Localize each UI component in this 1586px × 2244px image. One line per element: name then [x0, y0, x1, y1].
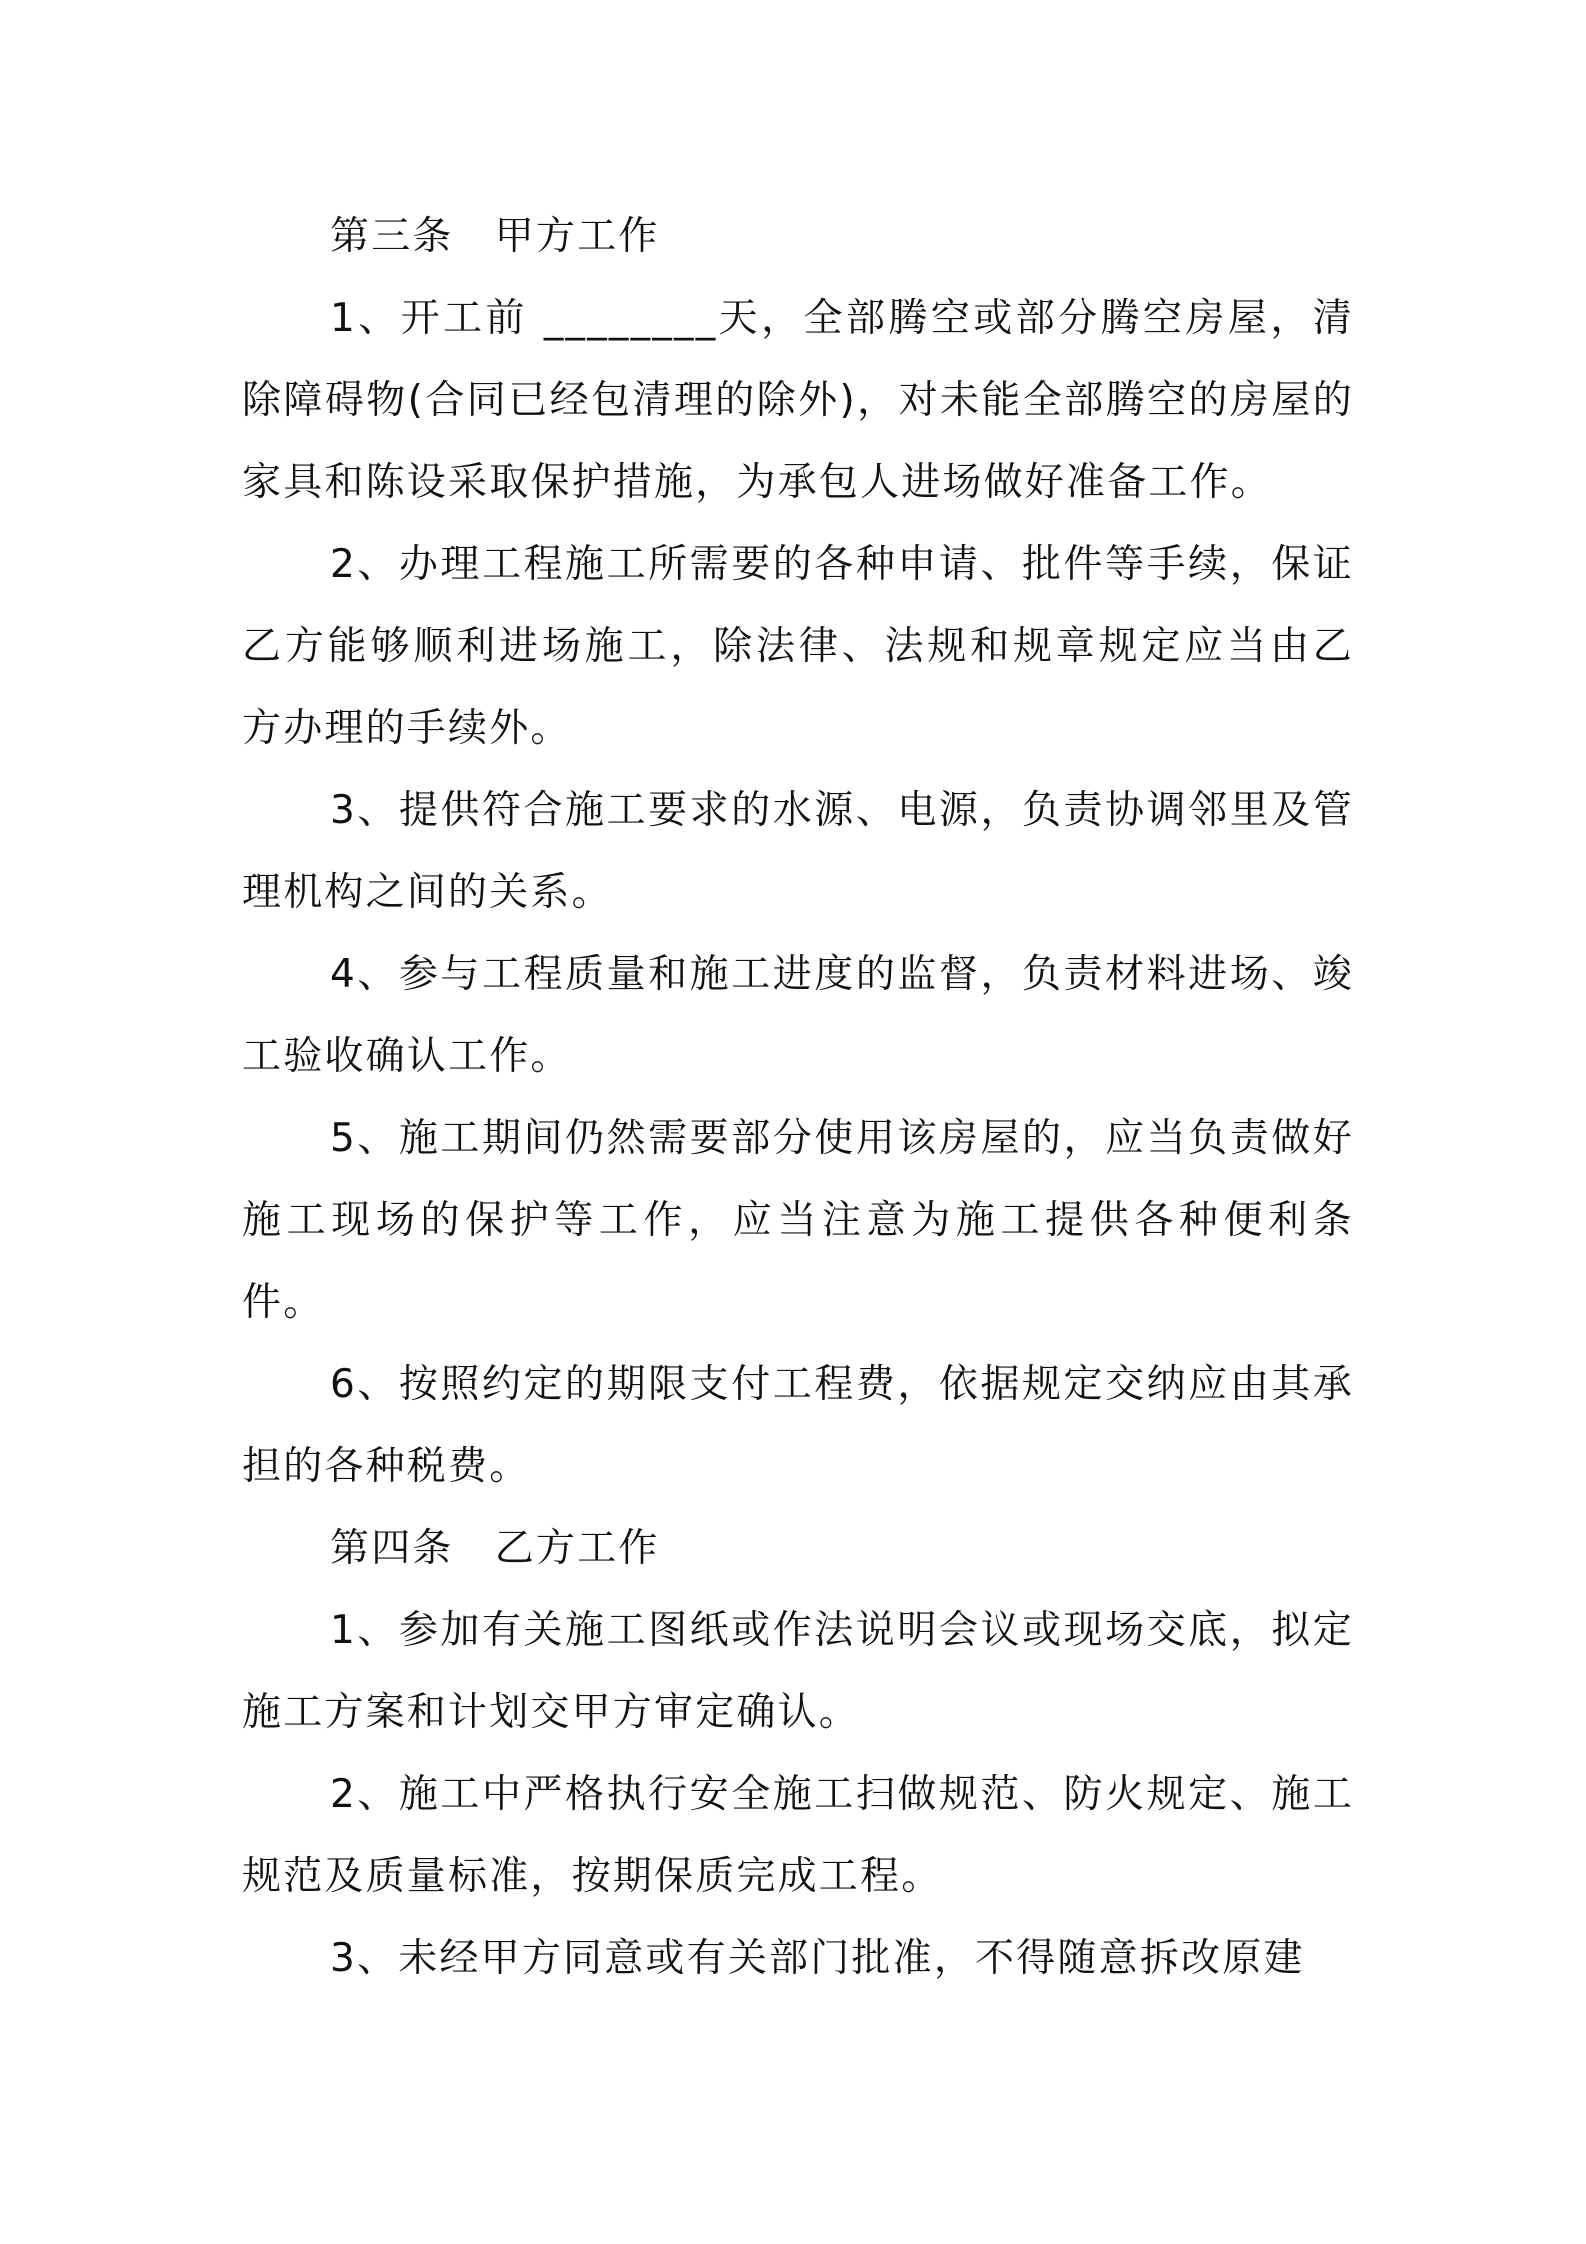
article-3-item-1: 1、开工前 ________天，全部腾空或部分腾空房屋，清除障碍物(合同已经包清理的除外)，对未能全部腾空的房屋的家具和陈设采取保护措施，为承包人进场做好准备工作。	[242, 296, 1354, 505]
article-3-item-2: 2、办理工程施工所需要的各种申请、批件等手续，保证乙方能够顺利进场施工，除法律、法规和规章规定应当由乙方办理的手续外。	[242, 542, 1354, 751]
article-3-item-4: 4、参与工程质量和施工进度的监督，负责材料进场、竣工验收确认工作。	[242, 952, 1354, 1079]
article-4-item-3: 3、未经甲方同意或有关部门批准，不得随意拆改原建	[330, 1936, 1305, 1981]
article-4-item-2: 2、施工中严格执行安全施工扫做规范、防火规定、施工规范及质量标准，按期保质完成工程。	[242, 1772, 1354, 1899]
document-body	[242, 196, 1354, 2000]
article-3-item-6: 6、按照约定的期限支付工程费，依据规定交纳应由其承担的各种税费。	[242, 1362, 1354, 1489]
article-4-item-1: 1、参加有关施工图纸或作法说明会议或现场交底，拟定施工方案和计划交甲方审定确认。	[242, 1608, 1354, 1735]
article-3-item-3: 3、提供符合施工要求的水源、电源，负责协调邻里及管理机构之间的关系。	[242, 788, 1354, 915]
article-4-heading: 第四条 乙方工作	[330, 1526, 660, 1571]
article-3-item-5: 5、施工期间仍然需要部分使用该房屋的，应当负责做好施工现场的保护等工作，应当注意为施工提供各种便利条件。	[242, 1116, 1354, 1325]
article-3-heading: 第三条 甲方工作	[330, 214, 660, 259]
